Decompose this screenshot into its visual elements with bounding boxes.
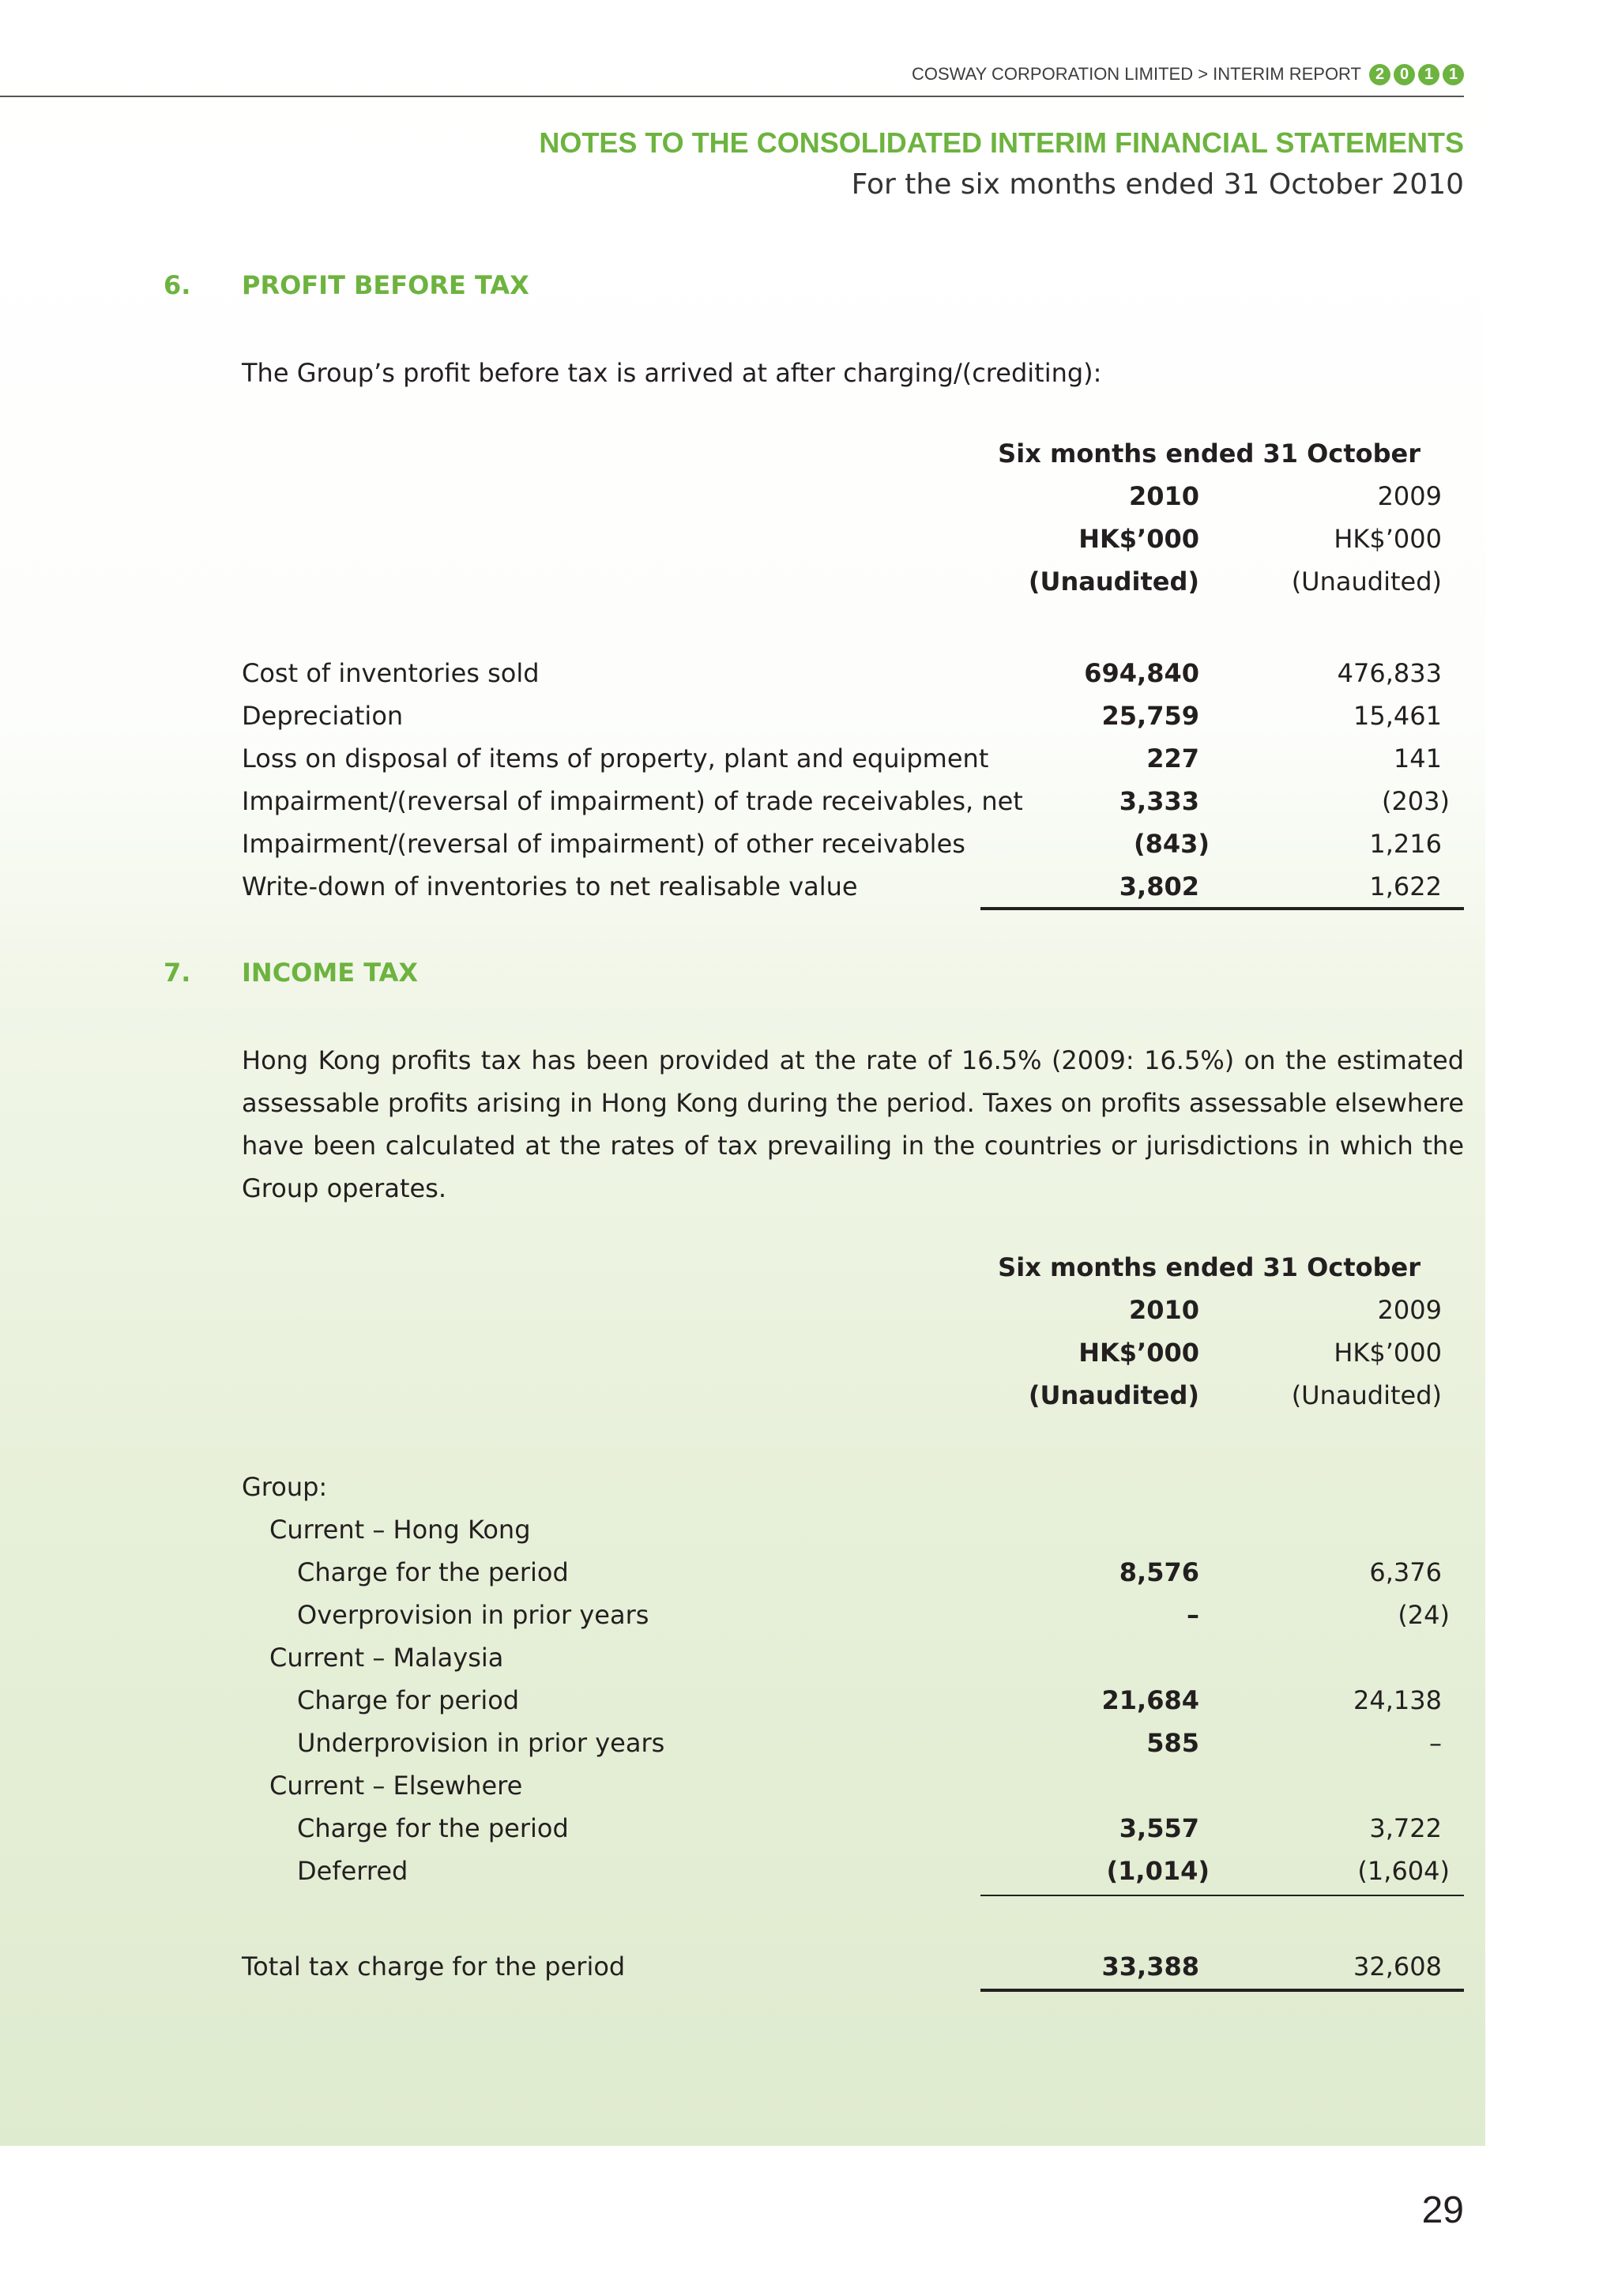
table-row: Charge for the period 3,557 3,722 bbox=[297, 1813, 1442, 1843]
column-status-prior: (Unaudited) bbox=[1291, 566, 1442, 597]
section-number: 7. bbox=[164, 958, 191, 988]
page-title: NOTES TO THE CONSOLIDATED INTERIM FINANCIAL STATEMENTS bbox=[539, 126, 1464, 159]
column-status-current: (Unaudited) bbox=[1028, 566, 1199, 597]
table-row: Charge for the period 8,576 6,376 bbox=[297, 1557, 1442, 1587]
section-paragraph: Hong Kong profits tax has been provided at the rate of 16.5% (2009: 16.5%) on the estimated assessable profits arising in Hong Kong during the period. Taxes on profits assessable elsewhere have been calculated at the rates of tax prevailing in the countries or jurisdictions in which the Group operates. bbox=[242, 1045, 1464, 1203]
running-header bbox=[912, 60, 1464, 88]
year-digit: 1 bbox=[1443, 64, 1464, 85]
table-row: Cost of inventories sold 694,840 476,833 bbox=[242, 658, 1442, 688]
year-digit: 1 bbox=[1418, 64, 1439, 85]
page-subtitle: For the six months ended 31 October 2010 bbox=[851, 168, 1464, 201]
header-rule bbox=[0, 96, 1464, 97]
column-status-prior: (Unaudited) bbox=[1291, 1380, 1442, 1410]
section-title: INCOME TAX bbox=[242, 958, 418, 988]
table-row: Depreciation 25,759 15,461 bbox=[242, 701, 1442, 731]
table-row: Impairment/(reversal of impairment) of trade receivables, net 3,333 (203) bbox=[242, 786, 1450, 816]
table-row: Loss on disposal of items of property, plant and equipment 227 141 bbox=[242, 743, 1442, 773]
year-badge bbox=[1369, 64, 1464, 85]
section-number: 6. bbox=[164, 270, 191, 300]
column-year-current: 2010 bbox=[1128, 1295, 1199, 1325]
column-period-header: Six months ended 31 October bbox=[998, 438, 1420, 469]
column-unit-prior: HK$’000 bbox=[1334, 524, 1442, 554]
year-digit: 2 bbox=[1369, 64, 1390, 85]
section-title: PROFIT BEFORE TAX bbox=[242, 270, 529, 300]
table-row: Underprovision in prior years 585 – bbox=[297, 1728, 1442, 1758]
column-year-prior: 2009 bbox=[1377, 1295, 1442, 1325]
column-unit-current: HK$’000 bbox=[1078, 524, 1199, 554]
table-row: Overprovision in prior years – (24) bbox=[297, 1600, 1450, 1630]
table-rule bbox=[980, 1989, 1464, 1992]
section-intro: The Group’s profit before tax is arrived at after charging/(crediting): bbox=[242, 358, 1102, 388]
column-status-current: (Unaudited) bbox=[1028, 1380, 1199, 1410]
subgroup-heading: Current – Malaysia bbox=[269, 1643, 504, 1673]
table-row: Deferred (1,014) (1,604) bbox=[297, 1856, 1450, 1886]
page-number: 29 bbox=[1421, 2189, 1464, 2231]
year-digit: 0 bbox=[1394, 64, 1415, 85]
group-heading: Group: bbox=[242, 1472, 328, 1502]
column-year-current: 2010 bbox=[1128, 481, 1199, 511]
column-unit-current: HK$’000 bbox=[1078, 1338, 1199, 1368]
column-period-header: Six months ended 31 October bbox=[998, 1252, 1420, 1282]
total-row: Total tax charge for the period 33,388 32,608 bbox=[242, 1952, 1442, 1982]
table-rule bbox=[980, 907, 1464, 910]
subgroup-heading: Current – Elsewhere bbox=[269, 1771, 523, 1801]
table-row: Impairment/(reversal of impairment) of other receivables (843) 1,216 bbox=[242, 829, 1442, 859]
running-title: COSWAY CORPORATION LIMITED > INTERIM REPORT bbox=[911, 64, 1361, 84]
table-row: Write-down of inventories to net realisable value 3,802 1,622 bbox=[242, 871, 1442, 901]
subgroup-heading: Current – Hong Kong bbox=[269, 1515, 531, 1545]
table-row: Charge for period 21,684 24,138 bbox=[297, 1685, 1442, 1715]
column-unit-prior: HK$’000 bbox=[1334, 1338, 1442, 1368]
column-year-prior: 2009 bbox=[1377, 481, 1442, 511]
table-rule bbox=[980, 1895, 1464, 1896]
